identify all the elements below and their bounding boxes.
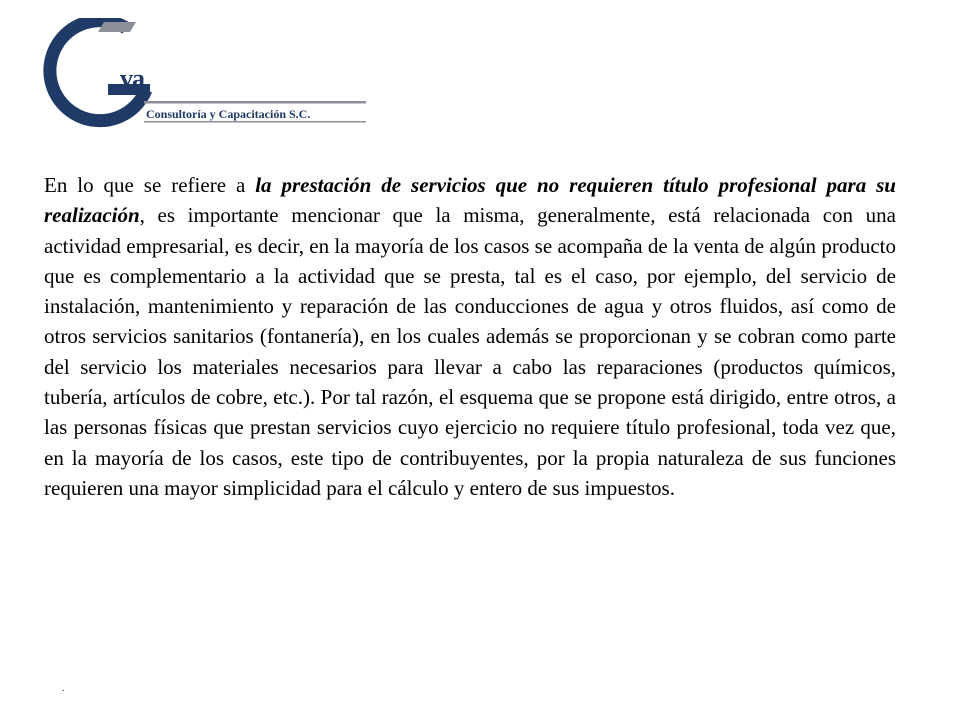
paragraph-intro: En lo que se refiere a — [44, 173, 256, 197]
company-logo — [28, 18, 373, 130]
paragraph-emphasis: la prestación de servicios que no requieren título profesional para su realización — [44, 173, 896, 228]
logo-tagline: Consultoría y Capacitación S.C. — [146, 107, 311, 121]
paragraph-body: , es importante mencionar que la misma, generalmente, está relacionada con una actividad empresarial, es decir, en la mayoría de los casos se acompaña de la venta de algún producto que es complementario a la actividad que se presta, tal es el caso, por ejemplo, del servicio de instalación, mantenimiento y reparación de las conducciones de agua y otros fluidos, así como de otros servicios sanitarios (fontanería), en los cuales además se proporcionan y se cobran como parte del servicio los materiales necesarios para llevar a cabo las reparaciones (productos químicos, tubería, artículos de cobre, etc.). Por tal razón, el esquema que se propone está dirigido, entre otros, a las personas físicas que prestan servicios cuyo ejercicio no requiere título profesional, toda vez que, en la mayoría de los casos, este tipo de contribuyentes, por la propia naturaleza de sus funciones requieren una mayor simplicidad para el cálculo y entero de sus impuestos. — [44, 203, 896, 500]
footer-dot: . — [62, 683, 65, 694]
logo-grey-accent — [98, 22, 136, 32]
main-paragraph — [44, 170, 896, 503]
logo-initials: va — [120, 64, 144, 93]
logo-underline — [144, 101, 366, 104]
